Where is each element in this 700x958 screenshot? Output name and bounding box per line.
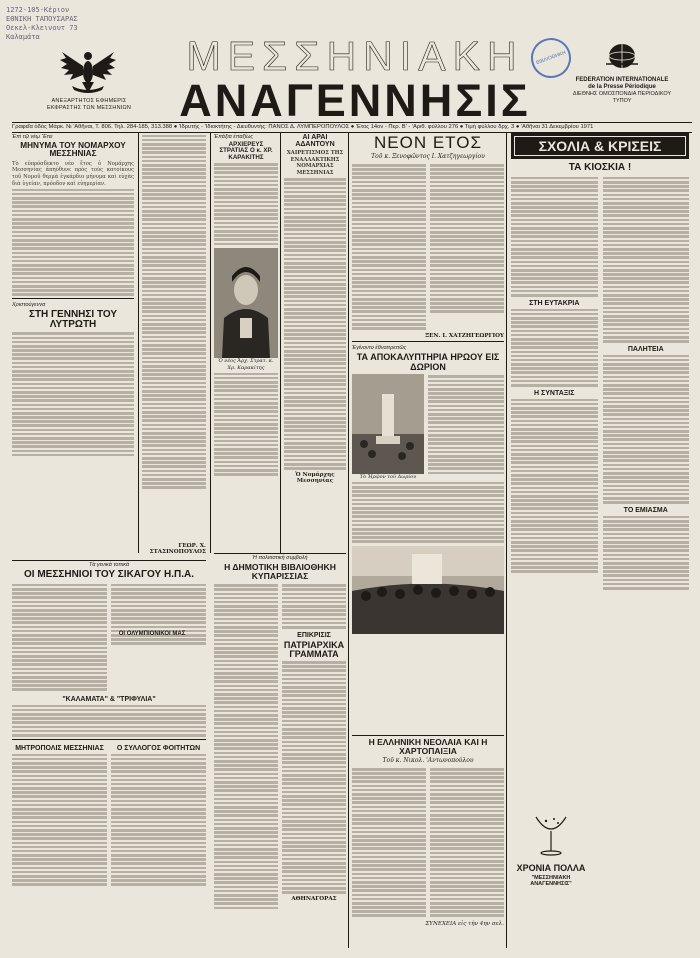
article-body <box>511 309 598 387</box>
portrait-photo <box>214 248 278 358</box>
handwritten-library-stamp <box>6 6 78 42</box>
article-body <box>430 766 504 918</box>
library-round-stamp: ΒΙΒΛΙΟΘΗΚΗ <box>525 32 576 83</box>
signature: ΞΕΝ. Ι. ΧΑΤΖΗΓΕΩΡΓΙΟΥ <box>425 333 504 340</box>
federation-title: FEDERATION INTERNATIONALE de la Presse Périodique <box>575 77 669 90</box>
quote-subheading: "ΚΑΛΑΜΑΤΑ" & "ΤΡΙΦΥΛΙΑ" <box>62 695 156 703</box>
column-rule <box>138 133 139 553</box>
column-rule <box>210 133 211 553</box>
headline-archbishop: ΑΡΧΙΕΡΕΥΣ ΣΤΡΑΤΙΑΣ Ο κ. ΧΡ. ΚΑΡΑΚΙΤΗΣ <box>219 141 273 161</box>
stamp-line: ΕΘΝΙΚΗ ΤΑΠΟΥΣΑΡΑΣ <box>6 15 78 23</box>
subheading: Η ΣΥΝΤΑΞΙΣ <box>534 389 575 397</box>
article-body <box>603 516 690 590</box>
subheading: ΣΤΗ ΕΥΤΑΚΡΙΑ <box>529 299 580 307</box>
article-body <box>511 399 598 573</box>
masthead-line-2: ΑΝΑΓΕΝΝΗΣΙΣ <box>179 75 531 126</box>
ceremony-photo <box>352 546 504 634</box>
signature: ΑΘΗΝΑΓΟΡΑΣ <box>291 895 337 902</box>
article-body <box>12 189 134 296</box>
article-body <box>282 661 346 894</box>
champagne-glass-icon <box>516 813 586 859</box>
article-body <box>12 705 206 737</box>
headline-chicago: ΟΙ ΜΕΣΣΗΝΙΟΙ ΤΟΥ ΣΙΚΑΓΟΥ Η.Π.Α. <box>24 569 194 580</box>
column-continuation <box>142 133 206 555</box>
article-body <box>214 373 278 476</box>
headline-library: Η ΔΗΜΟΤΙΚΗ ΒΙΒΛΙΟΘΗΚΗ ΚΥΠΑΡΙΣΣΙΑΣ <box>224 562 336 581</box>
section-youth <box>352 735 504 927</box>
headline-kiosks: ΤΑ ΚΙΟΣΚΙΑ ! <box>568 162 632 173</box>
kicker: Ἐπάξια ἐπαξίως <box>214 134 254 140</box>
kicker: Τὰ γενικὰ τοπικά <box>88 562 130 568</box>
article-body <box>603 355 690 504</box>
photo-caption: Τὸ Ἡρῷον τοῦ Δωρίου <box>359 473 417 480</box>
article-body <box>12 332 134 456</box>
article-body <box>142 135 206 489</box>
column-rule <box>348 133 349 948</box>
publication-info-strip: Γραφεῖα ὁδὸς Μάρκ. Νι 'Αθῆναι, Τ. 806. Τηλ. 284-185, 313.388 ● 'Ιδρυτὴς - 'Ιδιοκτήτης - Διευθυντὴς: ΠΑΝΟΣ Δ. ΛΥΜΠΕΡΟΠΟΥΛΟΣ ● 'Ετος 14ον - Περ. Β' - 'Αριθ. φύλλου 276 ● Τιμὴ φύλλου δρχ. 3 ● 'Αθῆναι 31 Δεκεμβρίου 1971 <box>12 122 692 133</box>
article-body <box>12 754 107 886</box>
greeting-subtext: "ΜΕΣΣΗΝΙΑΚΗ ΑΝΑΓΕΝΝΗΣΙΣ" <box>530 875 572 888</box>
continued-note: ΣΥΝΕΧΕΙΑ εἰς τὴν 4ην σελ. <box>425 920 504 927</box>
column-nomarch-message <box>12 133 134 458</box>
signature: Ὁ Νομάρχης Μεσσηνίας <box>295 471 335 484</box>
article-lead: Τὸ εὐπρόσδεκτο νέο ἔτος ὁ Νομάρχης Μεσσηνίας ἀπηύθυνε πρὸς τοὺς κατοίκους τοῦ Νομοῦ θερμὰ ἐγκάρδιο μήνυμα καὶ εὐχὰς διὰ ὑγείαν, πρόοδον καὶ εὐημερίαν. <box>12 160 134 187</box>
kicker: Ἐγίνοντο ἐθνοπρεπῶς <box>352 345 407 352</box>
byline: Τοῦ κ. Νικολ. 'Αντωνοπούλου <box>382 757 474 765</box>
column-archbishop <box>214 133 278 477</box>
globe-icon <box>604 42 640 70</box>
headline-patriarchal: ΠΑΤΡΙΑΡΧΙΚΑ ΓΡΑΜΜΑΤΑ <box>283 639 345 659</box>
subheading: ΕΠΙΚΡΙΣΙΣ <box>297 631 331 639</box>
article-body <box>511 177 598 297</box>
column-new-year <box>352 133 504 634</box>
article-body <box>282 584 346 628</box>
article-body <box>12 582 107 692</box>
subheading: ΤΟ ΕΜΙΑΣΜΑ <box>623 506 668 514</box>
headline-youth: Η ΕΛΛΗΝΙΚΗ ΝΕΟΛΑΙΑ ΚΑΙ Η ΧΑΡΤΟΠΑΙΞΙΑ <box>368 737 488 756</box>
photo-caption: Ὁ νέος Ἀρχ. Στρατ. κ. Χρ. Καρακίτης <box>218 358 274 371</box>
greeting-text: ΧΡΟΝΙΑ ΠΟΛΛΑ <box>516 863 586 873</box>
subheading: ΜΗΤΡΟΠΟΛΙΣ ΜΕΣΣΗΝΙΑΣ <box>15 744 104 752</box>
kicker: Χριστούγεννα <box>12 301 46 308</box>
subheading: ΠΑΛΗΤΕΙΑ <box>627 345 664 353</box>
emblem-caption: ΑΝΕΞΑΡΤΗΤΟΣ ΕΦΗΜΕΡΙΣ ΕΚΦΡΑΣΤΗΣ ΤΩΝ ΜΕΣΣΗΝΙΩΝ <box>47 98 131 111</box>
federation-subtitle: ΔΙΕΘΝΗΣ ΟΜΟΣΠΟΝΔΙΑ ΠΕΡΙΟΔΙΚΟΥ ΤΥΠΟΥ <box>572 91 672 104</box>
stamp-line: Καλαμάτα <box>6 33 40 41</box>
subheading: ΟΙ ΟΛΥΜΠΙΟΝΙΚΟΙ ΜΑΣ <box>118 631 186 637</box>
headline-greeting: ΑΙ ΑΡΑΙ ΑΔΑΝΤΟΥΝ <box>295 134 335 149</box>
column-rule <box>280 133 281 553</box>
masthead <box>170 33 540 126</box>
section-chicago <box>12 560 206 888</box>
headline-new-year: ΝΕΟΝ ΕΤΟΣ <box>374 133 482 152</box>
article-body <box>352 766 426 918</box>
column-greeting <box>284 133 346 484</box>
article-body <box>352 482 504 543</box>
column-rule <box>506 133 507 948</box>
section-library <box>214 553 346 911</box>
article-body <box>428 374 504 481</box>
monument-photo <box>352 374 424 474</box>
kicker: Ἡ πολιτιστικὴ συμβολὴ <box>252 555 308 561</box>
byline: Τοῦ κ. Ξενοφῶντος Ι. Χατζηγεωργίου <box>371 153 485 161</box>
article-body <box>284 178 346 470</box>
stamp-line: 1272-105-Κέριον <box>6 6 70 14</box>
signature: ΓΕΩΡ. Χ. ΣΤΑΣΙΝΟΠΟΥΛΟΣ <box>149 543 206 555</box>
federation-logo <box>572 42 672 104</box>
headline-nomarch: ΜΗΝΥΜΑ ΤΟΥ ΝΟΜΑΡΧΟΥ ΜΕΣΣΗΝΙΑΣ <box>20 141 126 159</box>
olympians-block <box>100 628 204 639</box>
column-comments <box>511 133 689 888</box>
kicker: Ἐπὶ τῷ νέῳ Ἔτει <box>12 134 53 140</box>
phoenix-emblem-icon <box>58 42 118 94</box>
new-year-greeting <box>511 813 591 887</box>
article-body <box>111 754 206 886</box>
stamp-line: Οεκελ-Κλεινουτ 73 <box>6 24 78 32</box>
article-body <box>430 162 504 331</box>
headline-christmas: ΣΤΗ ΓΕΝΝΗΣΙ ΤΟΥ ΛΥΤΡΩΤΗ <box>28 308 118 331</box>
article-body <box>603 177 690 343</box>
comments-box-title: ΣΧΟΛΙΑ & ΚΡΙΣΕΙΣ <box>511 133 689 159</box>
article-body <box>214 583 278 911</box>
article-body <box>352 162 426 331</box>
masthead-line-1: ΜΕΣΣΗΝΙΑΚΗ <box>186 33 524 79</box>
article-body <box>214 163 278 245</box>
subheading: Ο ΣΥΛΛΟΓΟΣ ΦΟΙΤΗΤΩΝ <box>116 744 201 752</box>
greeting-subhead: ΧΑΙΡΕΤΙΣΜΟΣ ΤΗΣ ΕΝΑΛΛΑΚΤΙΚΗΣ ΝΟΜΑΡΧΙΑΣ ΜΕΣΣΗΝΙΑΣ <box>286 150 344 177</box>
headline-monument: ΤΑ ΑΠΟΚΑΛΥΠΤΗΡΙΑ ΗΡΩΟΥ ΕΙΣ ΔΩΡΙΟΝ <box>356 352 500 372</box>
